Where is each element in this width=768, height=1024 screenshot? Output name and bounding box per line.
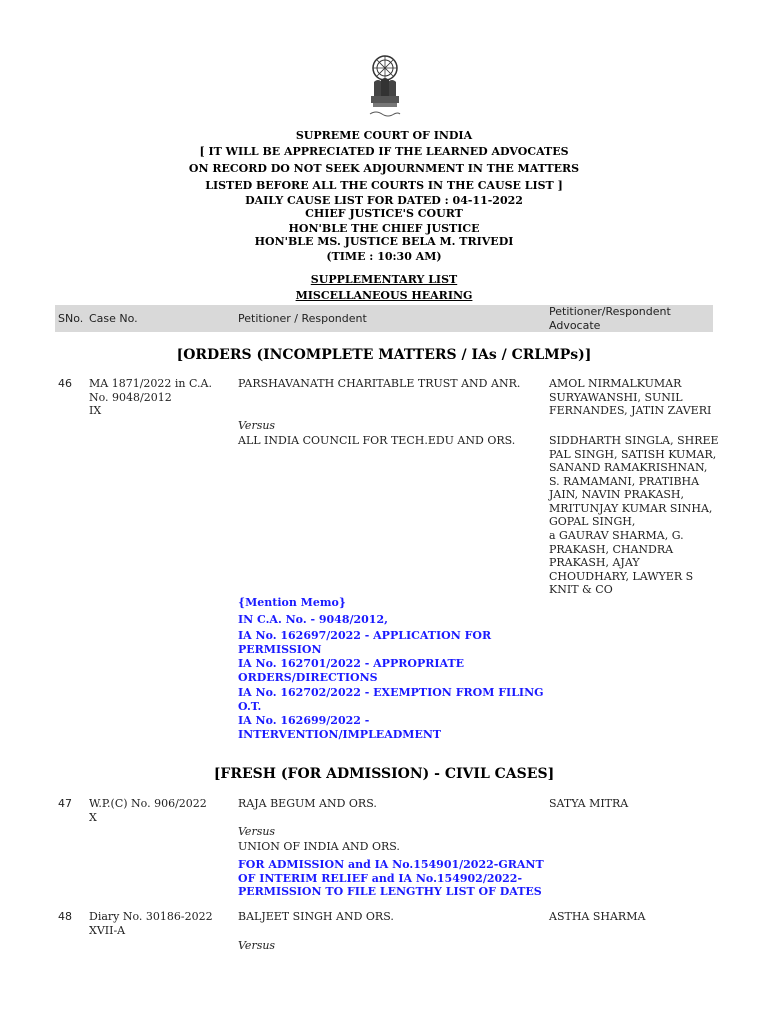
col-parties: Petitioner / Respondent — [238, 312, 367, 325]
advocate-line: PAL SINGH, SATISH KUMAR, — [549, 447, 717, 461]
case-48-number-line: Diary No. 30186-2022 — [89, 910, 213, 923]
advocate-line: AMOL NIRMALKUMAR — [549, 377, 682, 390]
advocate-line: a GAURAV SHARMA, G. — [549, 529, 684, 542]
hearing-type: MISCELLANEOUS HEARING — [295, 289, 473, 302]
judge-2: HON'BLE MS. JUSTICE BELA M. TRIVEDI — [254, 235, 514, 248]
col-case-no: Case No. — [89, 312, 138, 325]
advocate-line: PRAKASH, AJAY — [549, 556, 640, 569]
case-47-petitioner-advocate: SATYA MITRA — [549, 797, 629, 810]
case-46-number-line: MA 1871/2022 in C.A. — [89, 377, 212, 390]
table-header — [55, 305, 713, 332]
col-sno: SNo. — [58, 312, 84, 325]
mention-memo-ia-2 — [238, 657, 464, 684]
notice-line-2: ON RECORD DO NOT SEEK ADJOURNMENT IN THE MATTERS — [188, 162, 580, 175]
case-48-number-line: XVII-A — [89, 923, 126, 937]
case-48-versus: Versus — [238, 939, 276, 952]
mention-memo-ia-3 — [238, 686, 544, 713]
case-46-respondent-advocates — [549, 434, 719, 529]
section-orders: [ORDERS (INCOMPLETE MATTERS / IAs / CRLMPs)] — [176, 347, 592, 363]
advocate-line: GOPAL SINGH, — [549, 515, 636, 528]
case-47-number-line: X — [89, 810, 97, 824]
case-47-sno: 47 — [58, 797, 72, 810]
mention-memo-ia-4 — [238, 714, 441, 741]
court-time: (TIME : 10:30 AM) — [326, 250, 442, 263]
advocate-line: SIDDHARTH SINGLA, SHREE — [549, 434, 719, 447]
case-47-petitioner: RAJA BEGUM AND ORS. — [238, 797, 377, 810]
list-type: SUPPLEMENTARY LIST — [310, 273, 458, 286]
case-46-versus: Versus — [238, 419, 276, 432]
memo-line: PERMISSION — [238, 642, 322, 656]
memo-line: IA No. 162701/2022 - APPROPRIATE — [238, 657, 465, 670]
case-46-number-line: IX — [89, 404, 102, 417]
case-47-number — [89, 797, 207, 824]
case-46-respondent-advocates-2 — [549, 529, 693, 597]
cause-list-date: DAILY CAUSE LIST FOR DATED : 04-11-2022 — [245, 194, 523, 207]
court-name: CHIEF JUSTICE'S COURT — [305, 207, 463, 220]
advocate-line: S. RAMAMANI, PRATIBHA — [549, 474, 700, 488]
case-47-respondent: UNION OF INDIA AND ORS. — [238, 840, 400, 853]
col-advocate-1: Petitioner/Respondent — [549, 305, 671, 318]
case-47-number-line: W.P.(C) No. 906/2022 — [89, 797, 207, 810]
note-line: PERMISSION TO FILE LENGTHY LIST OF DATES — [238, 885, 542, 898]
case-48-petitioner-advocate: ASTHA SHARMA — [549, 910, 646, 923]
mention-memo-ia-1 — [238, 629, 491, 656]
col-advocate-2: Advocate — [549, 319, 601, 332]
case-46-petitioner-advocates — [549, 377, 711, 418]
mention-memo-title: {Mention Memo} — [238, 596, 346, 609]
advocate-line: SURYAWANSHI, SUNIL — [549, 390, 683, 404]
case-46-petitioner: PARSHAVANATH CHARITABLE TRUST AND ANR. — [238, 377, 521, 390]
advocate-line: SANAND RAMAKRISHNAN, — [549, 461, 708, 474]
case-47-note — [238, 858, 544, 899]
memo-line: IA No. 162699/2022 - — [238, 714, 370, 727]
advocate-line: JAIN, NAVIN PRAKASH, — [549, 488, 685, 501]
state-emblem-icon — [362, 52, 408, 122]
note-line: FOR ADMISSION and IA No.154901/2022-GRANT — [238, 858, 544, 871]
case-46-number — [89, 377, 212, 418]
notice-line-3: LISTED BEFORE ALL THE COURTS IN THE CAUSE LIST ] — [205, 179, 563, 192]
advocate-line: MRITUNJAY KUMAR SINHA, — [549, 501, 713, 515]
memo-line: IA No. 162697/2022 - APPLICATION FOR — [238, 629, 492, 642]
memo-line: O.T. — [238, 699, 262, 713]
case-48-petitioner: BALJEET SINGH AND ORS. — [238, 910, 394, 923]
memo-line: INTERVENTION/IMPLEADMENT — [238, 727, 442, 741]
court-title: SUPREME COURT OF INDIA — [295, 129, 473, 142]
memo-line: IA No. 162702/2022 - EXEMPTION FROM FILING — [238, 686, 544, 699]
case-47-versus: Versus — [238, 825, 276, 838]
advocate-line: PRAKASH, CHANDRA — [549, 542, 674, 556]
notice-line-1: [ IT WILL BE APPRECIATED IF THE LEARNED ADVOCATES — [199, 145, 569, 158]
section-fresh: [FRESH (FOR ADMISSION) - CIVIL CASES] — [213, 766, 555, 782]
advocate-line: CHOUDHARY, LAWYER S — [549, 569, 694, 583]
note-line: OF INTERIM RELIEF and IA No.154902/2022- — [238, 871, 523, 885]
case-46-number-line: No. 9048/2012 — [89, 390, 172, 404]
memo-line: ORDERS/DIRECTIONS — [238, 670, 378, 684]
advocate-line: FERNANDES, JATIN ZAVERI — [549, 404, 712, 417]
case-46-sno: 46 — [58, 377, 72, 390]
case-46-respondent: ALL INDIA COUNCIL FOR TECH.EDU AND ORS. — [238, 434, 516, 447]
mention-memo-ca: IN C.A. No. - 9048/2012, — [238, 613, 388, 626]
advocate-line: KNIT & CO — [549, 583, 613, 596]
case-48-number — [89, 910, 213, 937]
judge-1: HON'BLE THE CHIEF JUSTICE — [288, 222, 480, 235]
case-48-sno: 48 — [58, 910, 72, 923]
